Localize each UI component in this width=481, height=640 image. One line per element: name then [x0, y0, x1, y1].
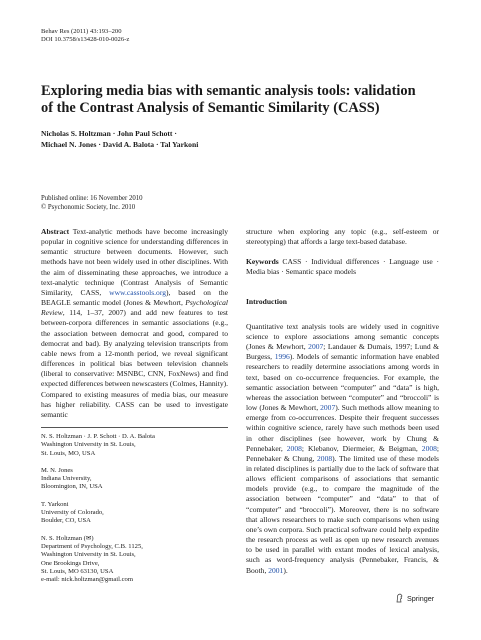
keywords-label: Keywords — [246, 257, 279, 267]
journal-citation: Behav Res (2011) 43:193–200 — [41, 28, 122, 35]
citation-link[interactable]: 2007 — [308, 342, 324, 352]
affiliation-block: T. Yarkoni University of Colorado, Boulder, CO, USA — [41, 500, 104, 525]
citation-link[interactable]: 2007 — [320, 403, 336, 413]
springer-horse-icon — [395, 593, 404, 603]
casstools-link[interactable]: www.casstools.org — [109, 287, 166, 297]
citation-link[interactable]: 1996 — [274, 352, 290, 362]
abstract-label: Abstract — [41, 227, 70, 236]
right-column — [246, 227, 439, 576]
publisher-logo — [395, 593, 434, 603]
citation-link[interactable]: 2008 — [317, 453, 333, 463]
publisher-name: Springer — [407, 593, 435, 603]
abstract-continued: structure when exploring any topic (e.g., self-esteem or stereotyping) that affords a large text-based database. — [246, 227, 439, 247]
abstract: Abstract Text-analytic methods have become increasingly popular in cognitive science for understanding differences in semantic structure between documents. However, such methods have not been widely used in other disciplines. With the aim of disseminating these approaches, we introduce a text-analytic technique (Contrast Analysis of Semantic Similarity, CASS, www.casstools.org), based on the BEAGLE semantic model (Jones & Mewhort, Psychological Review, 114, 1–37, 2007) and add new features to test between-corpora differences in semantic associations (e.g., the association between democrat and good, compared to democrat and bad). By analyzing television transcripts from cable news from a 12-month period, we reveal significant differences in political bias between television channels (liberal to conservative: MSNBC, CNN, FoxNews) and find expected differences between newscasters (Colmes, Hannity). Compared to existing measures of media bias, our measure has higher reliability. CASS can be used to investigate semantic — [41, 227, 229, 419]
title-line: Exploring media bias with semantic analysis tools: validation — [41, 83, 416, 99]
citation-link[interactable]: 2008 — [421, 443, 437, 453]
copyright: © Psychonomic Society, Inc. 2010 — [41, 203, 136, 211]
author-line: Nicholas S. Holtzman · John Paul Schott · — [41, 129, 177, 138]
affiliation-block: M. N. Jones Indiana University, Bloomington, IN, USA — [41, 466, 103, 491]
citation-link[interactable]: 2008 — [286, 443, 302, 453]
citation-link[interactable]: 2001 — [268, 565, 284, 575]
left-column — [41, 227, 228, 420]
footnote-divider — [41, 427, 228, 428]
doi: DOI 10.3758/s13428-010-0026-z — [41, 36, 130, 43]
affiliation-block: N. S. Holtzman · J. P. Schott · D. A. Balota Washington University in St. Louis, St. Louis, MO, USA — [41, 433, 155, 457]
introduction-paragraph: Quantitative text analysis tools are widely used in cognitive science to explore associations among semantic concepts (Jones & Mewhort, 2007; Landauer & Dumais, 1997; Lund & Burgess, 1996). Models of semantic information have enabled researchers to readily determine associations among words in text, based on co-occurrence frequencies. For example, the semantic association between “computer” and “data” is high, whereas the association between “computer” and “broccoli” is low (Jones & Mewhort, 2007). Such methods allow meaning to emerge from co-occurrences. Despite their frequent successes within cognitive science, rarely have such methods been used in other disciplines (see however, work by Chung & Pennebaker, 2008; Klebanov, Diermeier, & Beigman, 2008; Pennebaker & Chung, 2008). The limited use of these models in related disciplines is partially due to the lack of software that allows efficient comparisons of associations that semantic models provide (e.g., to compare the magnitude of the association between “computer” and “data” to that of “computer” and “broccoli”). Moreover, there is no software that allows researchers to make such comparisons when using one’s own corpora. Such practical software could help expedite the research process as well as open up new research avenues to be used in parallel with extant modes of lexical analysis, such as word-frequency analysis (Pennebaker, Francis, & Booth, 2001). — [246, 321, 440, 575]
article-title — [41, 83, 441, 117]
publication-info — [41, 195, 143, 212]
author-list — [41, 128, 198, 150]
affiliations — [41, 433, 228, 593]
title-line: of the Contrast Analysis of Semantic Similarity (CASS) — [41, 100, 380, 116]
section-heading-introduction: Introduction — [246, 296, 287, 306]
corresponding-author: N. S. Holtzman (✉) Department of Psychology, C.B. 1125, Washington University in St. Louis, One Brookings Drive, St. Louis, MO 63130, USA e-mail: nick.holtzman@gmail.com — [41, 535, 228, 585]
published-date: Published online: 16 November 2010 — [41, 195, 143, 202]
email[interactable]: e-mail: nick.holtzman@gmail.com — [41, 576, 133, 584]
keywords: Keywords CASS · Individual differences · Language use · Media bias · Semantic space models — [246, 257, 439, 277]
author-line: Michael N. Jones · David A. Balota · Tal Yarkoni — [41, 140, 199, 149]
